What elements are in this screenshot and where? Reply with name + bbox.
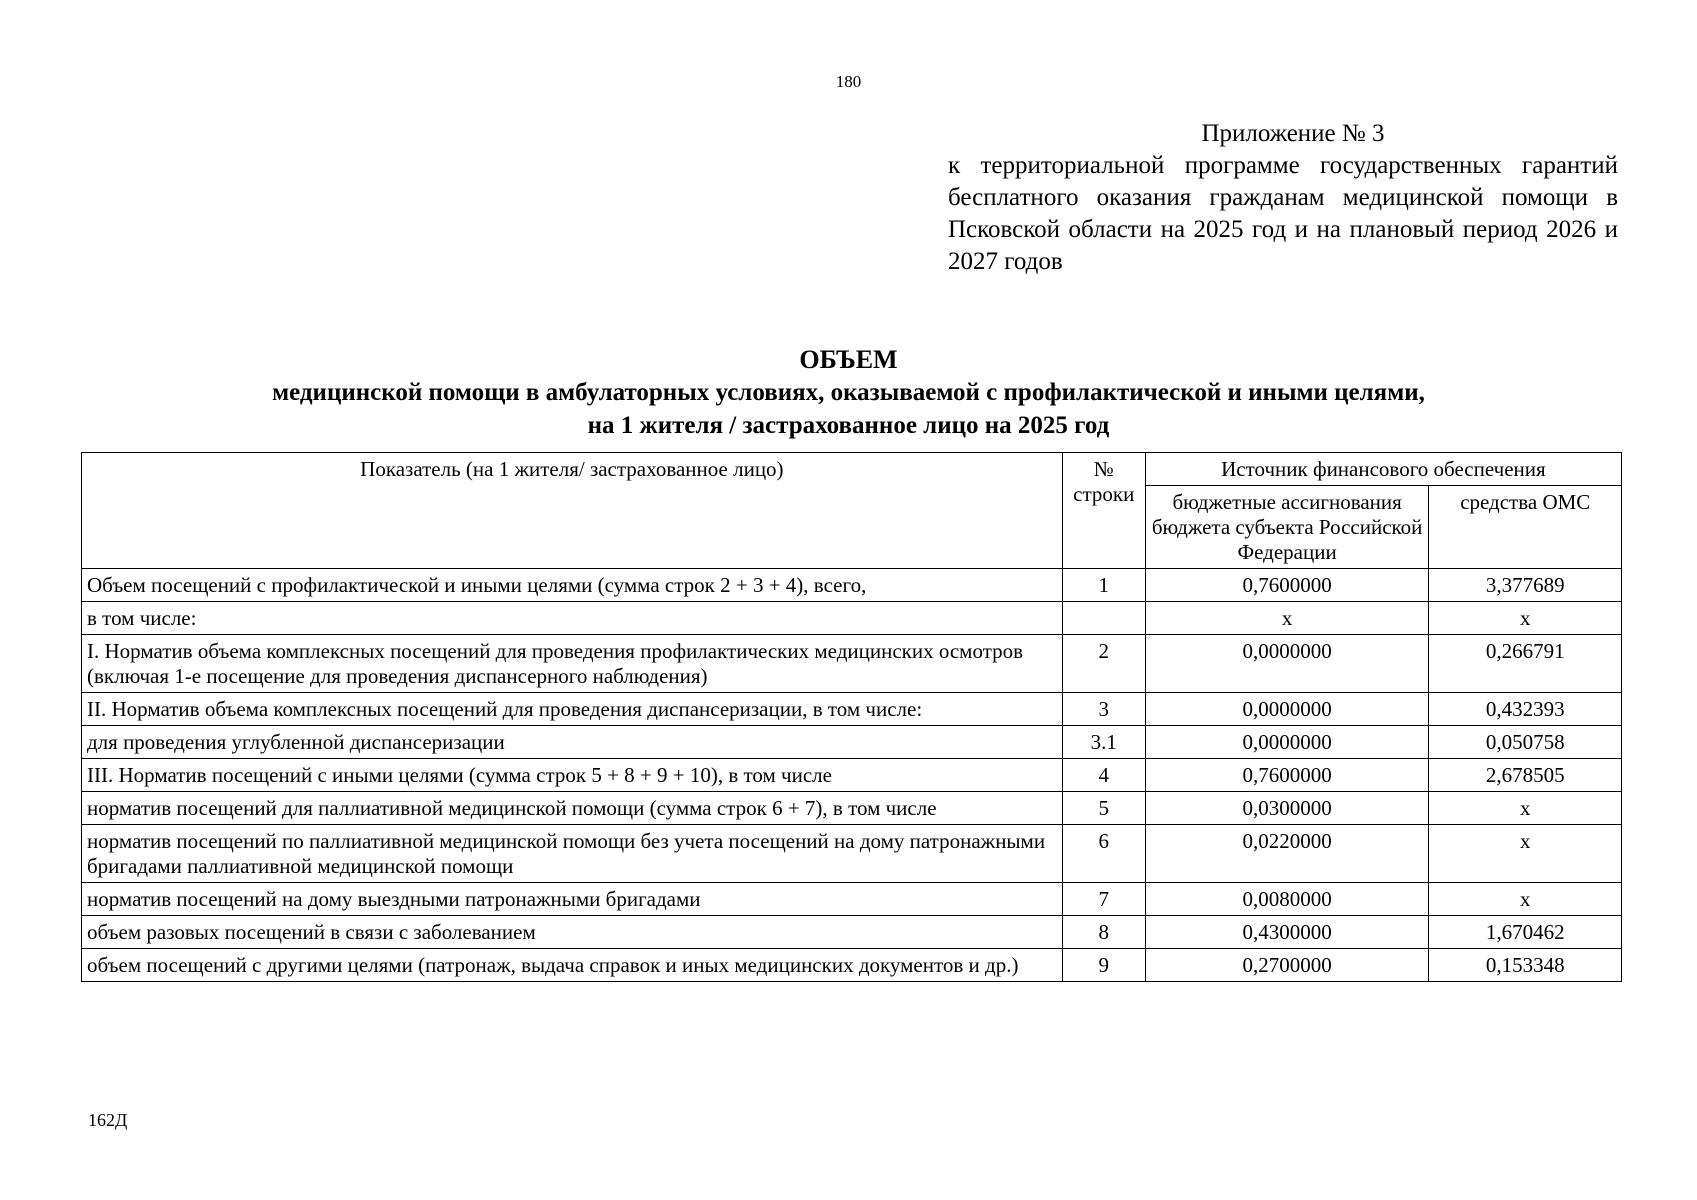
cell-row-number: 2 <box>1062 635 1145 693</box>
cell-row-number: 3 <box>1062 693 1145 726</box>
table-row <box>82 569 1622 602</box>
cell-indicator: в том числе: <box>82 602 1063 635</box>
cell-indicator: для проведения углубленной диспансеризации <box>82 726 1063 759</box>
cell-row-number <box>1062 602 1145 635</box>
cell-budget: х <box>1145 602 1429 635</box>
table-row <box>82 693 1622 726</box>
table-row <box>82 759 1622 792</box>
header-source: Источник финансового обеспечения <box>1145 453 1621 486</box>
cell-oms: 0,432393 <box>1429 693 1622 726</box>
appendix-title: Приложение № 3 <box>1201 120 1385 147</box>
cell-budget: 0,0000000 <box>1145 693 1429 726</box>
cell-row-number: 3.1 <box>1062 726 1145 759</box>
header-row-number: № строки <box>1062 453 1145 569</box>
header-budget: бюджетные ассигнования бюджета субъекта Российской Федерации <box>1145 486 1429 569</box>
cell-budget: 0,4300000 <box>1145 916 1429 949</box>
cell-row-number: 8 <box>1062 916 1145 949</box>
document-title <box>0 343 1697 442</box>
cell-oms: 0,153348 <box>1429 949 1622 982</box>
cell-oms: х <box>1429 825 1622 883</box>
cell-oms: х <box>1429 602 1622 635</box>
table-header-row <box>82 453 1622 486</box>
cell-indicator: норматив посещений по паллиативной медицинской помощи без учета посещений на дому патронажными бригадами паллиативной медицинской помощи <box>82 825 1063 883</box>
cell-oms: х <box>1429 883 1622 916</box>
cell-row-number: 6 <box>1062 825 1145 883</box>
cell-budget: 0,0000000 <box>1145 726 1429 759</box>
cell-row-number: 1 <box>1062 569 1145 602</box>
cell-budget: 0,0080000 <box>1145 883 1429 916</box>
cell-indicator: объем посещений с другими целями (патронаж, выдача справок и иных медицинских документов и др.) <box>82 949 1063 982</box>
cell-indicator: норматив посещений на дому выездными патронажными бригадами <box>82 883 1063 916</box>
cell-indicator: Объем посещений с профилактической и иными целями (сумма строк 2 + 3 + 4), всего, <box>82 569 1063 602</box>
cell-indicator: норматив посещений для паллиативной медицинской помощи (сумма строк 6 + 7), в том числе <box>82 792 1063 825</box>
table-row <box>82 883 1622 916</box>
table-row <box>82 825 1622 883</box>
appendix-block <box>948 118 1618 278</box>
cell-indicator: II. Норматив объема комплексных посещений для проведения диспансеризации, в том числе: <box>82 693 1063 726</box>
cell-budget: 0,7600000 <box>1145 759 1429 792</box>
cell-oms: 1,670462 <box>1429 916 1622 949</box>
cell-row-number: 7 <box>1062 883 1145 916</box>
header-indicator: Показатель (на 1 жителя/ застрахованное лицо) <box>82 453 1063 569</box>
cell-indicator: объем разовых посещений в связи с заболеванием <box>82 916 1063 949</box>
header-oms: средства ОМС <box>1429 486 1622 569</box>
footer-code: 162Д <box>88 1110 128 1130</box>
cell-budget: 0,2700000 <box>1145 949 1429 982</box>
table-row <box>82 635 1622 693</box>
title-line-3: на 1 жителя / застрахованное лицо на 2025 год <box>587 412 1110 439</box>
cell-indicator: I. Норматив объема комплексных посещений для проведения профилактических медицинских осмотров (включая 1-е посещение для проведения диспансерного наблюдения) <box>82 635 1063 693</box>
cell-oms: 0,266791 <box>1429 635 1622 693</box>
table-row <box>82 949 1622 982</box>
cell-indicator: III. Норматив посещений с иными целями (сумма строк 5 + 8 + 9 + 10), в том числе <box>82 759 1063 792</box>
appendix-text: к территориальной программе государственных гарантий бесплатного оказания гражданам медицинской помощи в Псковской области на 2025 год и на плановый период 2026 и 2027 годов <box>948 152 1618 275</box>
cell-row-number: 5 <box>1062 792 1145 825</box>
cell-oms: 0,050758 <box>1429 726 1622 759</box>
table-body <box>82 569 1622 982</box>
table-row <box>82 602 1622 635</box>
volume-table <box>81 452 1622 982</box>
title-line-1: ОБЪЕМ <box>799 345 898 374</box>
cell-row-number: 9 <box>1062 949 1145 982</box>
title-line-2: медицинской помощи в амбулаторных условиях, оказываемой с профилактической и иными целями, <box>272 379 1425 406</box>
table-row <box>82 916 1622 949</box>
cell-oms: 3,377689 <box>1429 569 1622 602</box>
table-row <box>82 792 1622 825</box>
cell-budget: 0,0300000 <box>1145 792 1429 825</box>
cell-budget: 0,7600000 <box>1145 569 1429 602</box>
page-number: 180 <box>835 72 862 91</box>
table-row <box>82 726 1622 759</box>
cell-row-number: 4 <box>1062 759 1145 792</box>
cell-budget: 0,0220000 <box>1145 825 1429 883</box>
cell-oms: х <box>1429 792 1622 825</box>
cell-oms: 2,678505 <box>1429 759 1622 792</box>
cell-budget: 0,0000000 <box>1145 635 1429 693</box>
